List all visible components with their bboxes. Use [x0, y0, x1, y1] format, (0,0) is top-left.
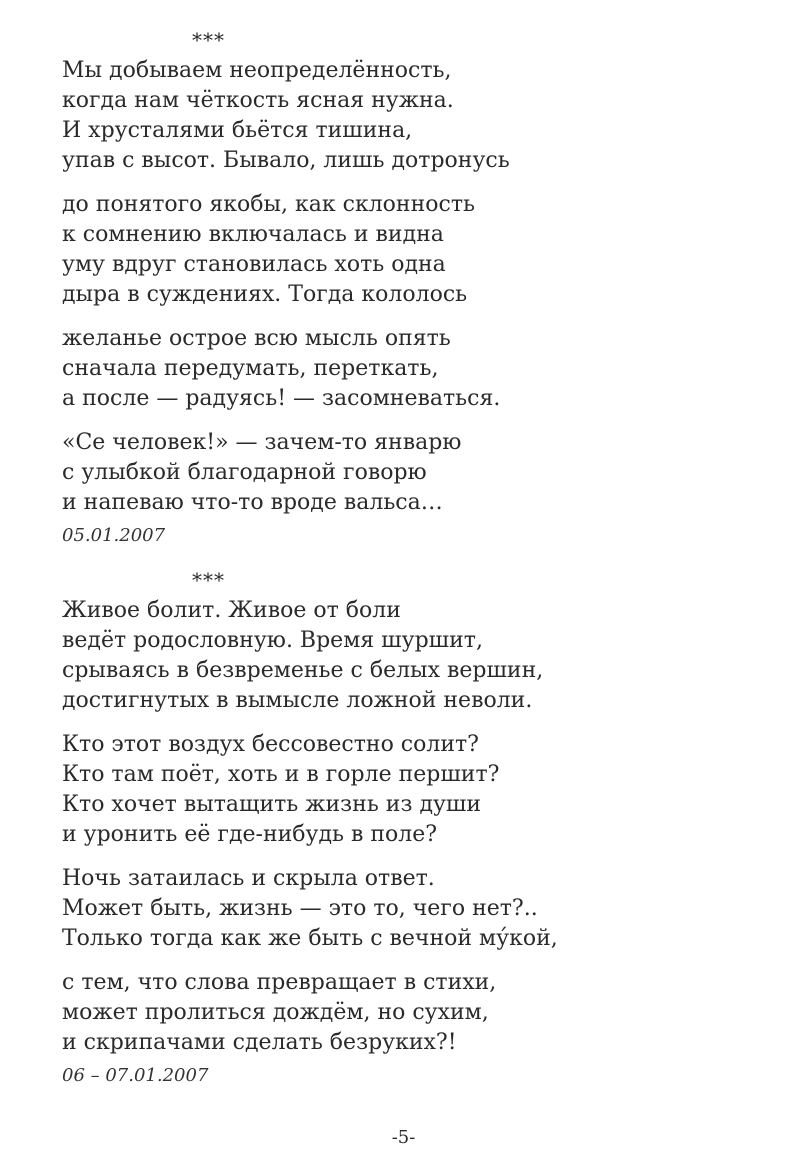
poem-line: сначала передумать, переткать, — [62, 356, 439, 381]
poem-line: Мы добываем неопределённость, — [62, 58, 452, 83]
stanza-3 — [62, 324, 742, 414]
poem-line: Ночь затаилась и скрыла ответ. — [62, 866, 435, 891]
poem-line: И хрусталями бьётся тишина, — [62, 118, 413, 143]
poem-line: и напеваю что-то вроде вальса… — [62, 490, 443, 515]
poem-line: с тем, что слова превращает в стихи, — [62, 970, 497, 995]
poem-2 — [62, 566, 742, 1088]
poem-line: и скрипачами сделать безруких?! — [62, 1030, 457, 1055]
poem-date: 06 – 07.01.2007 — [62, 1065, 209, 1086]
poem-line: Живое болит. Живое от боли — [62, 598, 401, 623]
poem-line: и уронить её где-нибудь в поле? — [62, 822, 438, 847]
poem-line: «Се человек!» — зачем-то январю — [62, 430, 462, 455]
poem-line: дыра в суждениях. Тогда кололось — [62, 282, 468, 307]
poem-line: желанье острое всю мысль опять — [62, 326, 451, 351]
poem-separator: *** — [192, 28, 225, 52]
poem-line: уму вдруг становилась хоть одна — [62, 252, 446, 277]
poem-line: Может быть, жизнь — это то, чего нет?.. — [62, 896, 538, 921]
stanza-4 — [62, 968, 742, 1058]
poem-line: до понятого якобы, как склонность — [62, 192, 475, 217]
page-number: -5- — [391, 1127, 416, 1148]
poem-separator: *** — [192, 568, 225, 592]
poem-line: ведёт родословную. Время шуршит, — [62, 628, 483, 653]
poem-line: может пролиться дождём, но сухим, — [62, 1000, 489, 1025]
poem-line: а после — радуясь! — засомневаться. — [62, 386, 501, 411]
poem-line: когда нам чёткость ясная нужна. — [62, 88, 454, 113]
stanza-1 — [62, 56, 742, 176]
stanza-2 — [62, 190, 742, 310]
poem-date: 05.01.2007 — [62, 525, 166, 546]
poem-line: Только тогда как же быть с вечной му́кой, — [62, 926, 558, 951]
poem-line: Кто хочет вытащить жизнь из души — [62, 792, 482, 817]
poem-line: срываясь в безвременье с белых вершин, — [62, 658, 544, 683]
poem-line: упав с высот. Бывало, лишь дотронусь — [62, 148, 510, 173]
poem-line: Кто там поёт, хоть и в горле першит? — [62, 762, 500, 787]
poem-line: с улыбкой благодарной говорю — [62, 460, 427, 485]
poem-line: достигнутых в вымысле ложной неволи. — [62, 688, 533, 713]
poem-1 — [62, 26, 742, 548]
poem-line: к сомнению включалась и видна — [62, 222, 444, 247]
poem-line: Кто этот воздух бессовестно солит? — [62, 732, 479, 757]
stanza-3 — [62, 864, 742, 954]
stanza-2 — [62, 730, 742, 850]
stanza-4 — [62, 428, 742, 518]
stanza-1 — [62, 596, 742, 716]
